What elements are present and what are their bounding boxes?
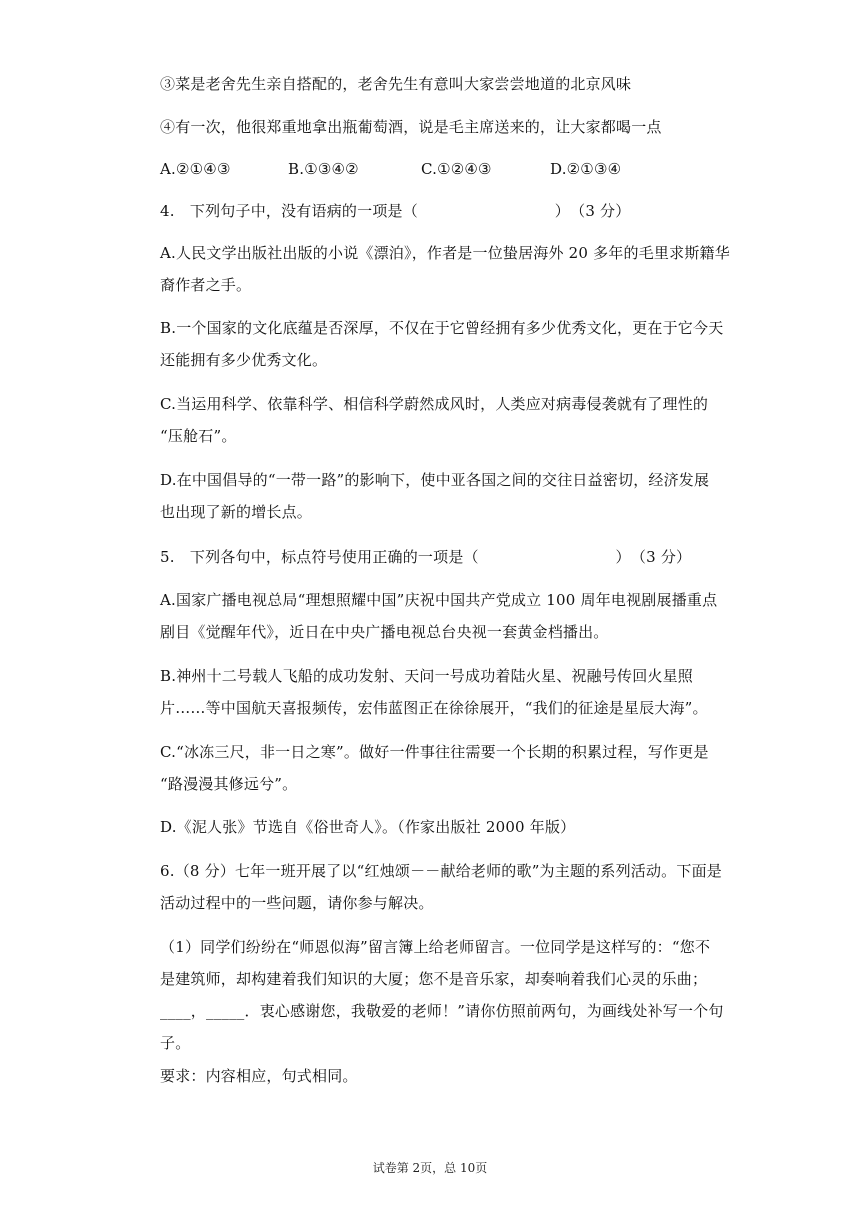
q5-option-a-line1: A.国家广播电视总局“理想照耀中国”庆祝中国共产党成立 100 周年电视剧展播重点 bbox=[160, 591, 718, 609]
q4-option-b-line2: 还能拥有多少优秀文化。 bbox=[160, 351, 328, 369]
q6-part1-line4: 子。 bbox=[160, 1034, 191, 1052]
q5-option-c-line2: “路漫漫其修远兮”。 bbox=[160, 775, 298, 793]
q4-option-b-line1: B.一个国家的文化底蕴是否深厚，不仅在于它曾经拥有多少优秀文化，更在于它今天 bbox=[160, 319, 724, 337]
q4-option-c-line1: C.当运用科学、依靠科学、相信科学蔚然成风时，人类应对病毒侵袭就有了理性的 bbox=[160, 395, 709, 413]
q6-part1-line1: （1）同学们纷纷在“师恩似海”留言簿上给老师留言。一位同学是这样写的：“您不 bbox=[160, 938, 711, 956]
q3-option-c: C.①②④③ bbox=[421, 160, 492, 178]
q4-option-a-line2: 裔作者之手。 bbox=[160, 276, 252, 294]
q4-option-d-line1: D.在中国倡导的“一带一路”的影响下，使中亚各国之间的交往日益密切，经济发展 bbox=[160, 471, 710, 489]
q3-item-3: ③菜是老舍先生亲自搭配的，老舍先生有意叫大家尝尝地道的北京风味 bbox=[160, 75, 632, 93]
q5-option-c-line1: C.“冰冻三尺，非一日之寒”。做好一件事往往需要一个长期的积累过程，写作更是 bbox=[160, 743, 709, 761]
q6-part1-line2: 是建筑师，却构建着我们知识的大厦；您不是音乐家，却奏响着我们心灵的乐曲； bbox=[160, 970, 708, 988]
q5-option-a-line2: 剧目《觉醒年代》，近日在中央广播电视总台央视一套黄金档播出。 bbox=[160, 623, 609, 641]
q4-option-a-line1: A.人民文学出版社出版的小说《漂泊》，作者是一位蛰居海外 20 多年的毛里求斯籍华 bbox=[160, 244, 730, 262]
q3-option-a: A.②①④③ bbox=[160, 160, 231, 178]
q6-stem-line2: 活动过程中的一些问题，请你参与解决。 bbox=[160, 894, 434, 912]
q6-requirement: 要求：内容相应，句式相同。 bbox=[160, 1067, 358, 1085]
q5-option-d: D.《泥人张》节选自《俗世奇人》。（作家出版社 2000 年版） bbox=[160, 818, 576, 836]
q6-part1-line3: ____，_____．衷心感谢您，我敬爱的老师！”请你仿照前两句，为画线处补写一个句 bbox=[160, 1002, 724, 1020]
q3-item-4: ④有一次，他很郑重地拿出瓶葡萄酒，说是毛主席送来的，让大家都喝一点 bbox=[160, 118, 662, 136]
q4-option-d-line2: 也出现了新的增长点。 bbox=[160, 503, 313, 521]
page-footer: 试卷第 2页，总 10页 bbox=[372, 1161, 488, 1175]
q5-option-b-line2: 片……等中国航天喜报频传，宏伟蓝图正在徐徐展开，“我们的征途是星辰大海”。 bbox=[160, 699, 708, 717]
q3-options bbox=[160, 159, 780, 179]
q6-stem-line1: 6.（8 分）七年一班开展了以“红烛颂－－献给老师的歌”为主题的系列活动。下面是 bbox=[160, 862, 722, 880]
q3-option-b: B.①③④② bbox=[288, 160, 359, 178]
q5-option-b-line1: B.神州十二号载人飞船的成功发射、天问一号成功着陆火星、祝融号传回火星照 bbox=[160, 667, 693, 685]
q4-stem: 4. 下列句子中，没有语病的一项是（ ） （3 分） bbox=[160, 202, 631, 220]
q4-option-c-line2: “压舱石”。 bbox=[160, 427, 237, 445]
q5-stem: 5. 下列各句中，标点符号使用正确的一项是（ ） （3 分） bbox=[160, 548, 692, 566]
q3-option-d: D.②①③④ bbox=[550, 160, 622, 178]
